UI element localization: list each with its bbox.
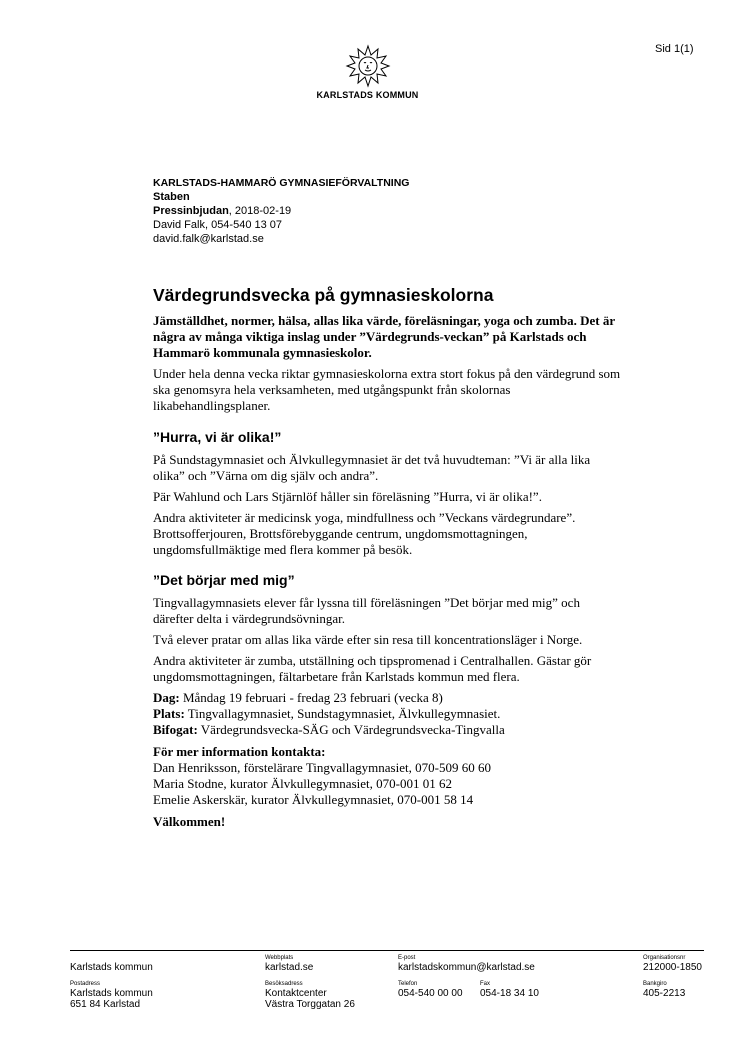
footer-visit-line-2: Västra Torggatan 26 [265, 999, 355, 1010]
section-heading-1: ”Hurra, vi är olika!” [153, 429, 282, 445]
footer-visit [265, 981, 355, 1010]
event-day-value: Måndag 19 februari - fredag 23 februari (vecka 8) [179, 690, 443, 705]
footer-web [265, 955, 313, 973]
section1-paragraph-3: Andra aktiviteter är medicinsk yoga, mindfullness och ”Veckans värdegrundare”. Brottsofferjouren, Brottsförebyggande centrum, ungdomsmottagningen, ungdomsfullmäktige med flera kommer på besök. [153, 510, 576, 557]
footer-fax-value: 054-18 34 10 [480, 988, 539, 999]
footer-divider [70, 950, 704, 951]
footer-web-label: Webbplats [265, 955, 294, 961]
section1-paragraph-1: På Sundstagymnasiet och Älvkullegymnasiet är det två huvudteman: ”Vi är alla lika olika” och ”Värna om dig själv och andra”. [153, 452, 591, 483]
article-intro: Under hela denna vecka riktar gymnasieskolorna extra stort fokus på den värdegrund som ska genomsyra hela verksamheten, med utgångspunkt från skolornas likabehandlingsplaner. [153, 366, 621, 413]
contact-person: Maria Stodne, kurator Älvkullegymnasiet, 070-001 01 62 [153, 776, 452, 791]
event-place-value: Tingvallagymnasiet, Sundstagymnasiet, Älvkullegymnasiet. [184, 706, 501, 721]
contact-heading-text: För mer information kontakta: [153, 744, 326, 759]
footer-visit-label: Besöksadress [265, 981, 303, 987]
footer-fax [480, 981, 539, 999]
department: Staben [153, 191, 190, 203]
logo-text: KARLSTADS KOMMUN [316, 90, 419, 100]
footer-email-value[interactable]: karlstadskommun@karlstad.se [398, 962, 535, 973]
footer-orgnr-label: Organisationsnr [643, 955, 686, 961]
logo [300, 44, 435, 100]
footer-postal [70, 981, 153, 1010]
footer-bank [643, 981, 685, 999]
footer-bank-value: 405-2213 [643, 988, 686, 999]
contact-person: Emelie Askerskär, kurator Älvkullegymnasiet, 070-001 58 14 [153, 792, 474, 807]
article-title: Värdegrundsvecka på gymnasieskolorna [153, 285, 494, 305]
event-attachments-value: Värdegrundsvecka-SÄG och Värdegrundsvecka-Tingvalla [197, 722, 505, 737]
section2-paragraph-3: Andra aktiviteter är zumba, utställning och tipspromenad i Centralhallen. Gästar gör ungdomsmottagningen, fältarbetare från Karlstads kommun med flera. [153, 653, 592, 684]
sun-logo-icon [344, 44, 392, 88]
contact-person: Dan Henriksson, förstelärare Tingvallagymnasiet, 070-509 60 60 [153, 760, 491, 775]
footer-phone-label: Telefon [398, 981, 418, 987]
footer-email [398, 955, 535, 973]
section-heading-2: ”Det börjar med mig” [153, 572, 295, 588]
contact-line: David Falk, 054-540 13 07 [153, 219, 283, 231]
event-place [153, 706, 623, 722]
section1-paragraph-2: Pär Wahlund och Lars Stjärnlöf håller sin föreläsning ”Hurra, vi är olika!”. [153, 489, 542, 504]
article [153, 284, 623, 836]
section2-paragraph-2: Två elever pratar om allas lika värde efter sin resa till koncentrationsläger i Norge. [153, 632, 583, 647]
section2-paragraph-1: Tingvallagymnasiets elever får lyssna till föreläsningen ”Det börjar med mig” och därefter delta i värdegrundsövningar. [153, 595, 580, 626]
event-day [153, 690, 623, 706]
footer-bank-label: Bankgiro [643, 981, 667, 987]
event-attachments-label: Bifogat: [153, 722, 198, 737]
contact-block [153, 744, 623, 808]
event-details [153, 690, 623, 738]
article-lead: Jämställdhet, normer, hälsa, allas lika värde, föreläsningar, yoga och zumba. Det är några av många viktiga inslag under ”Värdegrunds-veckan” på Karlstads och Hammarö kommunala gymnasieskolor. [153, 313, 615, 360]
footer-phone [398, 981, 463, 999]
footer-name: Karlstads kommun [70, 962, 153, 973]
sender-header [153, 176, 409, 246]
organization-name: KARLSTADS-HAMMARÖ GYMNASIEFÖRVALTNING [153, 177, 410, 189]
press-type-label: Pressinbjudan [153, 205, 229, 217]
contact-heading [153, 744, 623, 760]
footer-orgnr-value: 212000-1850 [643, 962, 702, 973]
footer-postal-line-2: 651 84 Karlstad [70, 999, 141, 1010]
footer-postal-line-1: Karlstads kommun [70, 988, 153, 999]
press-date: , 2018-02-19 [228, 205, 292, 217]
footer-web-value[interactable]: karlstad.se [265, 962, 314, 973]
event-day-label: Dag: [153, 690, 180, 705]
event-attachments [153, 722, 623, 738]
welcome [153, 814, 623, 830]
footer-postal-label: Postadress [70, 981, 101, 987]
footer-orgnr [643, 955, 702, 973]
press-type-line [153, 204, 409, 218]
contact-email: david.falk@karlstad.se [153, 233, 264, 245]
footer-visit-line-1: Kontaktcenter [265, 988, 327, 999]
footer-email-label: E-post [398, 955, 416, 961]
event-place-label: Plats: [153, 706, 185, 721]
footer-phone-value: 054-540 00 00 [398, 988, 463, 999]
welcome-text: Välkommen! [153, 814, 226, 829]
footer-fax-label: Fax [480, 981, 491, 987]
page-number: Sid 1(1) [655, 43, 694, 55]
